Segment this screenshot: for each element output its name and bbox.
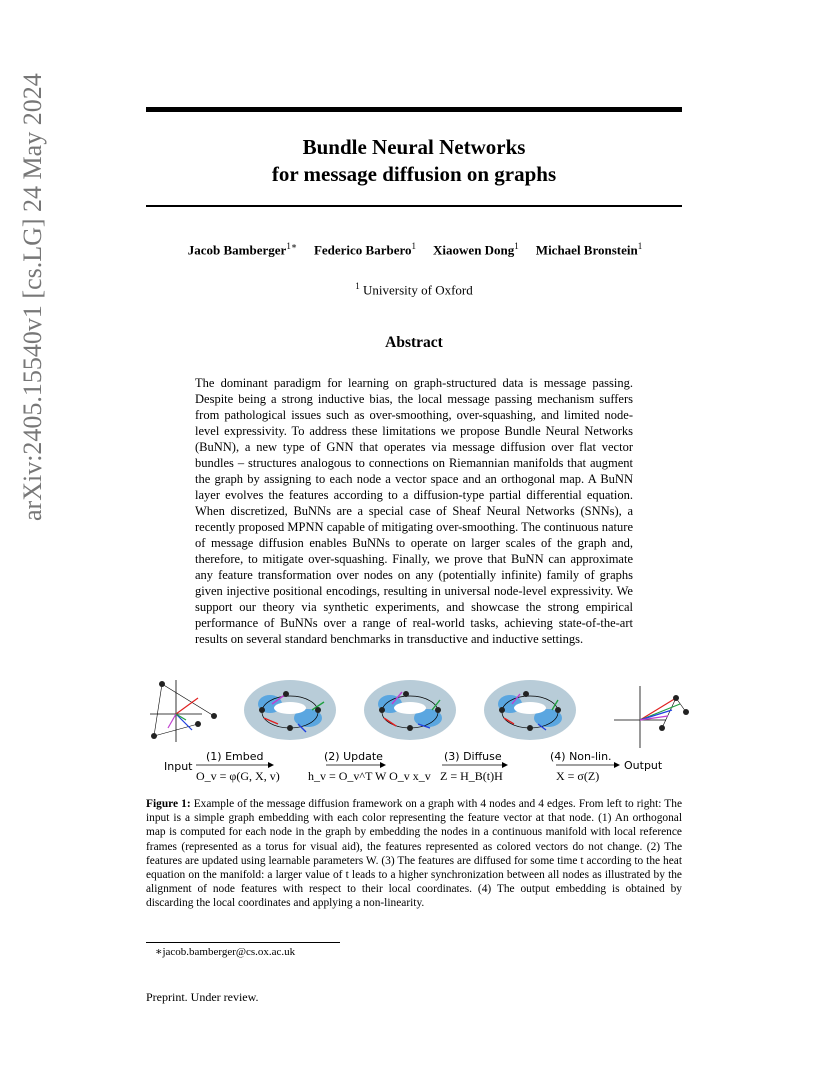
title-line-2: for message diffusion on graphs [271,162,557,186]
figure-step-4 [550,750,620,783]
input-graph-embedding [150,680,217,742]
torus-diffuse [484,680,576,740]
title-bottom-rule [146,205,682,207]
figure-output-label: Output [624,759,663,772]
preprint-note: Preprint. Under review. [146,990,259,1004]
step-2-label: (2) Update [324,750,383,763]
affiliation-marker: 1 [355,281,360,291]
caption-text: Example of the message diffusion framework on a graph with 4 nodes and 4 edges. From left to right: The input is a simple graph embedding with each color representing the feature vector at that node. (1) An orthogonal map is computed for each node in the graph by embedding the nodes in a continuous manifold with local reference frames (represented as a torus for visual aid), the features represented as colored vectors do not change. (2) The features are updated using learnable parameters W. (3) The features are diffused for some time t according to the heat equation on the manifold: a larger value of t leads to a higher synchronization between all nodes as illustrated by the alignment of node features with respect to their local coordinates. (4) The output embedding is obtained by discarding the local coordinates and applying a non-linearity. [146,798,683,910]
step-4-label: (4) Non-lin. [550,750,612,763]
figure-input-label: Input [164,760,193,773]
author-2 [314,241,416,258]
step-4-formula: X = σ(Z) [556,769,600,783]
figure-step-3 [440,750,508,783]
torus-update [364,680,456,740]
step-3-label: (3) Diffuse [444,750,502,763]
author-list [120,241,710,258]
step-2-formula: h_v = O_v^T W O_v x_v [308,769,431,783]
author-name: Jacob Bamberger [187,242,287,258]
top-rule [146,107,682,112]
torus-embed [244,680,336,740]
author-name: Federico Barbero [313,242,412,258]
author-name: Michael Bronstein [535,242,638,258]
abstract-body: The dominant paradigm for learning on graph-structured data is message passing. Despite being a strong inductive bias, the local message passing mechanism suffers from pathological issues such as over-smoothing, over-squashing, and limited node-level expressivity. To address these limitations we propose Bundle Neural Networks (BuNN), a new type of GNN that operates via message diffusion over flat vector bundles – structures analogous to connections on Riemannian manifolds that augment the graph by assigning to each node a vector space and an orthogonal map. A BuNN layer evolves the features according to a diffusion-type partial differential equation. When discretized, BuNNs are a special case of Sheaf Neural Networks (SNNs), a recently proposed MPNN capable of mitigating over-smoothing. The continuous nature of message diffusion enables BuNNs to operate on larger scales of the graph and, therefore, to mitigate over-squashing. Finally, we prove that BuNN can approximate any feature transformation over nodes on any (potentially infinite) family of graphs given injective positional encodings, resulting in universal node-level expressivity. We support our theory via synthetic experiments, and showcase the strong empirical performance of BuNNs over a range of real-world tasks, achieving state-of-the-art results on several standard benchmarks in transductive and inductive settings. [195,376,633,646]
affiliation-name: University of Oxford [362,282,473,298]
author-affiliation-marker: 1∗ [286,241,297,251]
author-3 [433,241,519,258]
author-name: Xiaowen Dong [433,242,515,258]
affiliation [146,281,682,298]
author-4 [536,241,642,258]
abstract-heading: Abstract [385,334,443,351]
step-1-formula: O_v = φ(G, X, v) [196,769,280,783]
author-1 [188,241,297,258]
caption-label: Figure 1: [146,798,191,810]
footnote-email: ∗jacob.bamberger@cs.ox.ac.uk [155,946,296,958]
message-diffusion-figure [140,670,700,790]
figure-step-2 [308,750,431,783]
author-affiliation-marker: 1 [411,241,417,251]
author-affiliation-marker: 1 [514,241,519,251]
title-line-1: Bundle Neural Networks [302,135,526,159]
author-affiliation-marker: 1 [637,241,643,251]
figure-step-1 [196,750,280,783]
paper-title [146,134,682,188]
arxiv-identifier: arXiv:2405.15540v1 [cs.LG] 24 May 2024 [18,73,47,521]
figure-caption [146,797,682,911]
step-3-formula: Z = H_B(t)H [440,769,503,783]
output-graph-embedding [614,686,689,748]
footnote-rule [146,942,340,943]
step-1-label: (1) Embed [206,750,264,763]
